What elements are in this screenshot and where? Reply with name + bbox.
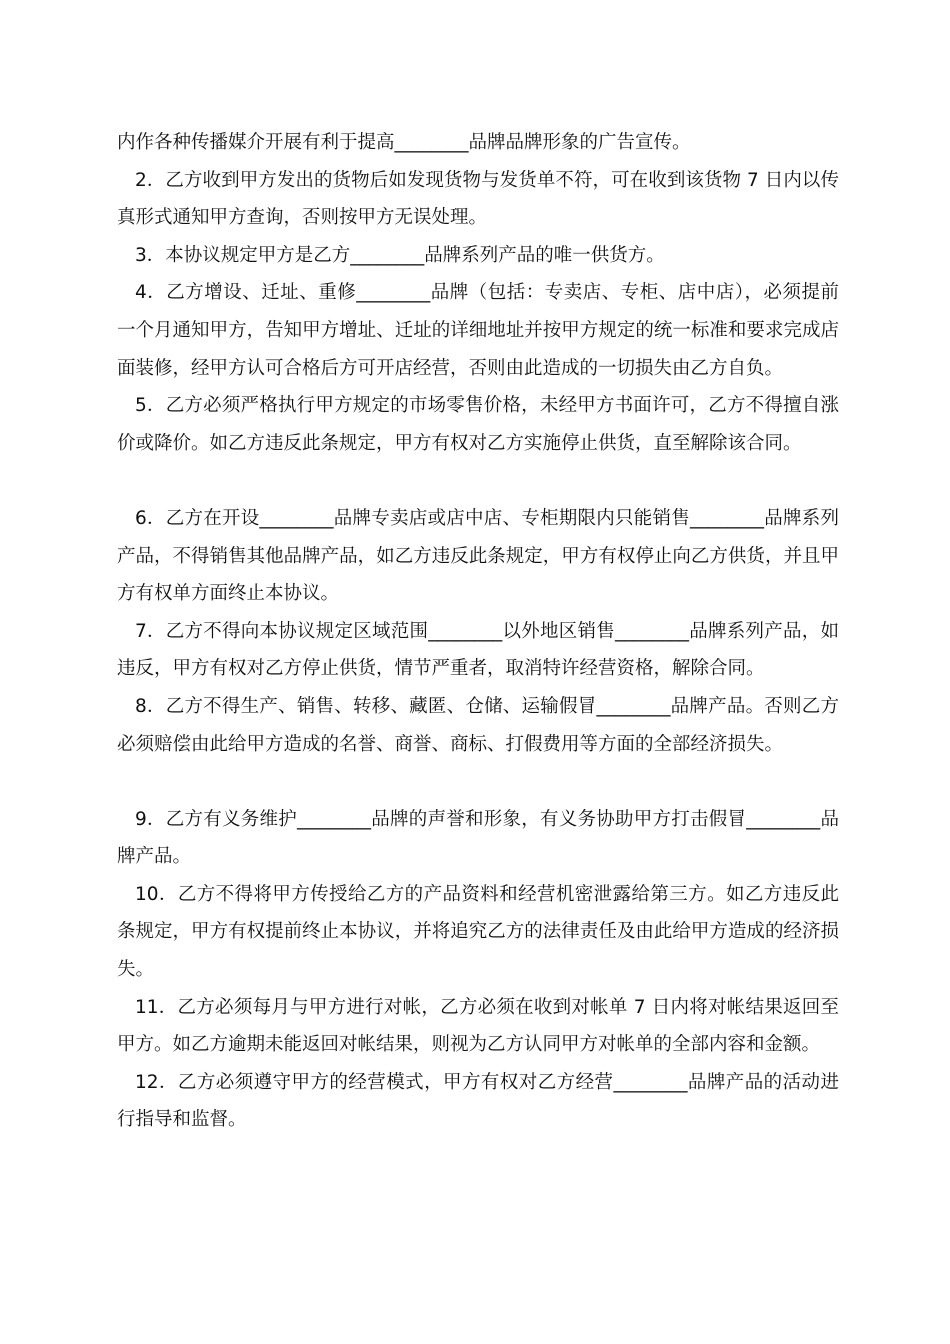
clause-8: 8．乙方不得生产、销售、转移、藏匿、仓储、运输假冒________品牌产品。否则乙方必须赔偿由此给甲方造成的名誉、商誉、商标、打假费用等方面的全部经济损失。 (117, 695, 839, 755)
document-body (117, 124, 839, 1139)
clause-6: 6．乙方在开设________品牌专卖店或店中店、专柜期限内只能销售________品牌系列产品，不得销售其他品牌产品，如乙方违反此条规定，甲方有权停止向乙方供货，并且甲方有权单方面终止本协议。 (117, 507, 839, 605)
clause-5: 5．乙方必须严格执行甲方规定的市场零售价格，未经甲方书面许可，乙方不得擅自涨价或降价。如乙方违反此条规定，甲方有权对乙方实施停止供货，直至解除该合同。 (117, 395, 839, 454)
clause-2: 2．乙方收到甲方发出的货物后如发现货物与发货单不符，可在收到该货物 7 日内以传真形式通知甲方查询，否则按甲方无误处理。 (117, 169, 839, 229)
paragraph-continuation: 内作各种传播媒介开展有利于提高________品牌品牌形象的广告宣传。 (117, 132, 691, 153)
clause-3: 3．本协议规定甲方是乙方________品牌系列产品的唯一供货方。 (135, 244, 665, 266)
clause-10: 10．乙方不得将甲方传授给乙方的产品资料和经营机密泄露给第三方。如乙方违反此条规定，甲方有权提前终止本协议，并将追究乙方的法律责任及由此给甲方造成的经济损失。 (117, 883, 839, 981)
clause-7: 7．乙方不得向本协议规定区域范围________以外地区销售________品牌系列产品，如违反，甲方有权对乙方停止供货，情节严重者，取消特许经营资格，解除合同。 (117, 620, 839, 680)
clause-11: 11．乙方必须每月与甲方进行对帐，乙方必须在收到对帐单 7 日内将对帐结果返回至甲方。如乙方逾期未能返回对帐结果，则视为乙方认同甲方对帐单的全部内容和金额。 (117, 996, 839, 1056)
clause-4: 4．乙方增设、迁址、重修________品牌（包括：专卖店、专柜、店中店），必须提前一个月通知甲方，告知甲方增址、迁址的详细地址并按甲方规定的统一标准和要求完成店面装修，经甲方认可合格后方可开店经营，否则由此造成的一切损失由乙方自负。 (117, 282, 839, 379)
clause-9: 9．乙方有义务维护________品牌的声誉和形象，有义务协助甲方打击假冒________品牌产品。 (117, 808, 839, 868)
clause-12: 12．乙方必须遵守甲方的经营模式，甲方有权对乙方经营________品牌产品的活动进行指导和监督。 (117, 1071, 839, 1131)
